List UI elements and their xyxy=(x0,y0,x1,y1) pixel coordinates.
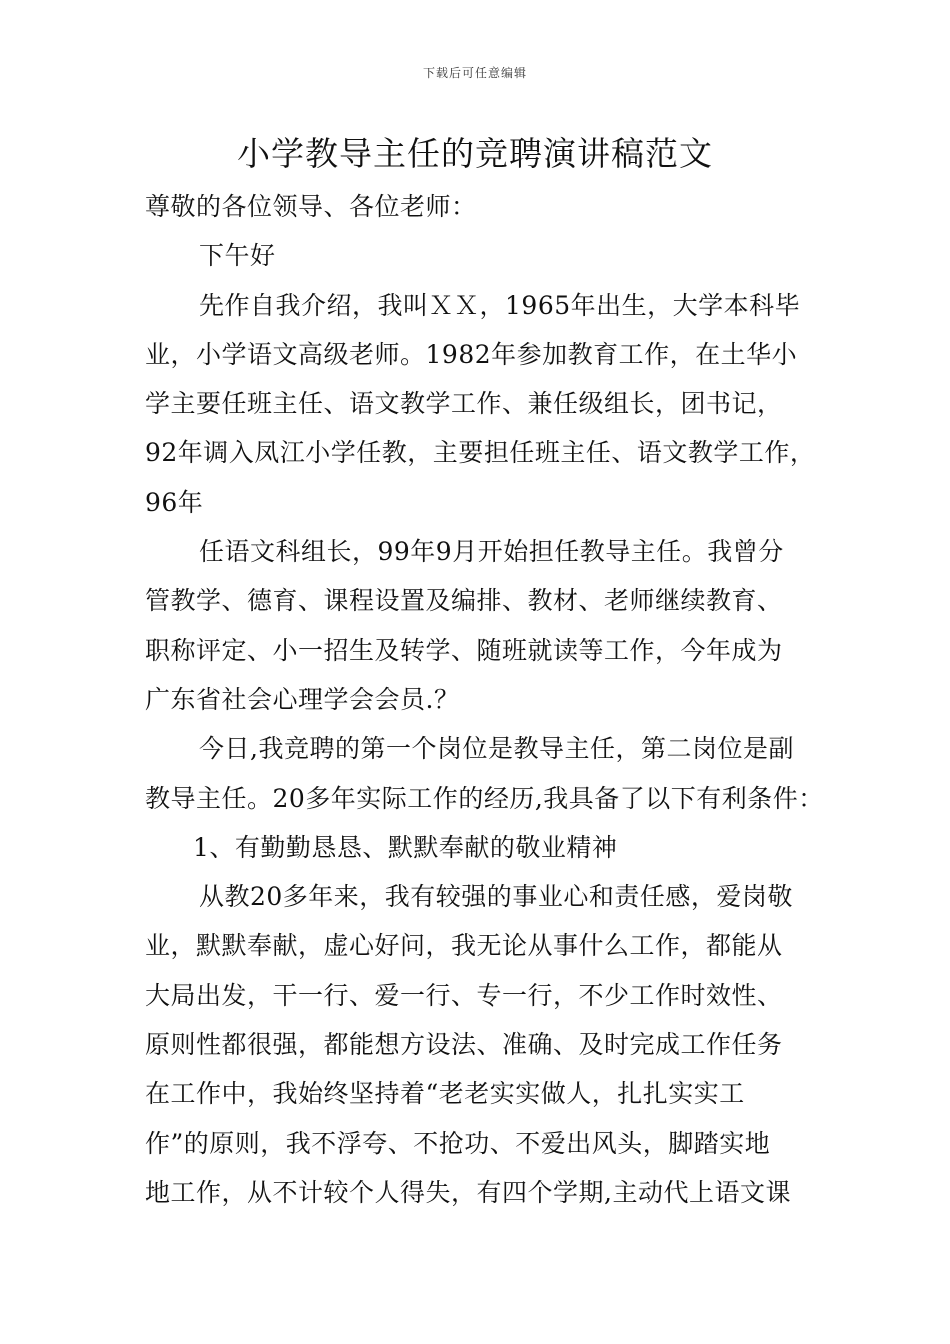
body-line: 先作自我介绍，我叫ＸＸ，1965年出生，大学本科毕 xyxy=(199,290,801,320)
body-line: 职称评定、小一招生及转学、随班就读等工作，今年成为 xyxy=(145,635,783,665)
body-line: 今日,我竞聘的第一个岗位是教导主任，第二岗位是副 xyxy=(199,734,794,764)
header-note: 下载后可任意编辑 xyxy=(422,66,527,80)
body-line: 任语文科组长，99年9月开始担任教导主任。我曾分 xyxy=(199,537,784,567)
salutation-line: 尊敬的各位领导、各位老师： xyxy=(145,192,477,221)
document-body xyxy=(145,182,824,1217)
document-title: 小学教导主任的竞聘演讲稿范文 xyxy=(237,134,713,173)
body-line: 管教学、德育、课程设置及编排、教材、老师继续教育、 xyxy=(145,586,783,616)
body-line: 从教20多年来，我有较强的事业心和责任感，爱岗敬 xyxy=(199,882,793,912)
body-line: 原则性都很强，都能想方设法、准确、及时完成工作任务 xyxy=(145,1030,783,1060)
body-line: 业，默默奉献，虚心好问，我无论从事什么工作，都能从 xyxy=(145,931,783,961)
body-line: 大局出发，干一行、爱一行、专一行，不少工作时效性、 xyxy=(145,980,783,1010)
body-line: 广东省社会心理学会会员.？ xyxy=(145,684,460,714)
body-line: 作”的原则，我不浮夸、不抢功、不爱出风头，脚踏实地 xyxy=(145,1128,771,1158)
body-line: 地工作，从不计较个人得失，有四个学期,主动代上语文课 xyxy=(145,1177,791,1207)
body-line: 在工作中，我始终坚持着“老老实实做人，扎扎实实工 xyxy=(145,1079,745,1109)
body-line: 学主要任班主任、语文教学工作、兼任级组长，团书记， xyxy=(145,389,783,419)
body-line: 92年调入凤江小学任教，主要担任班主任、语文教学工作， xyxy=(145,438,816,468)
body-line: 96年 xyxy=(145,487,204,517)
section-heading: 1、有勤勤恳恳、默默奉献的敬业精神 xyxy=(193,832,618,862)
body-line: 业，小学语文高级老师。1982年参加教育工作，在土华小 xyxy=(145,339,798,369)
greeting-line: 下午好 xyxy=(199,241,276,271)
body-line: 教导主任。20多年实际工作的经历,我具备了以下有利条件： xyxy=(145,783,824,813)
